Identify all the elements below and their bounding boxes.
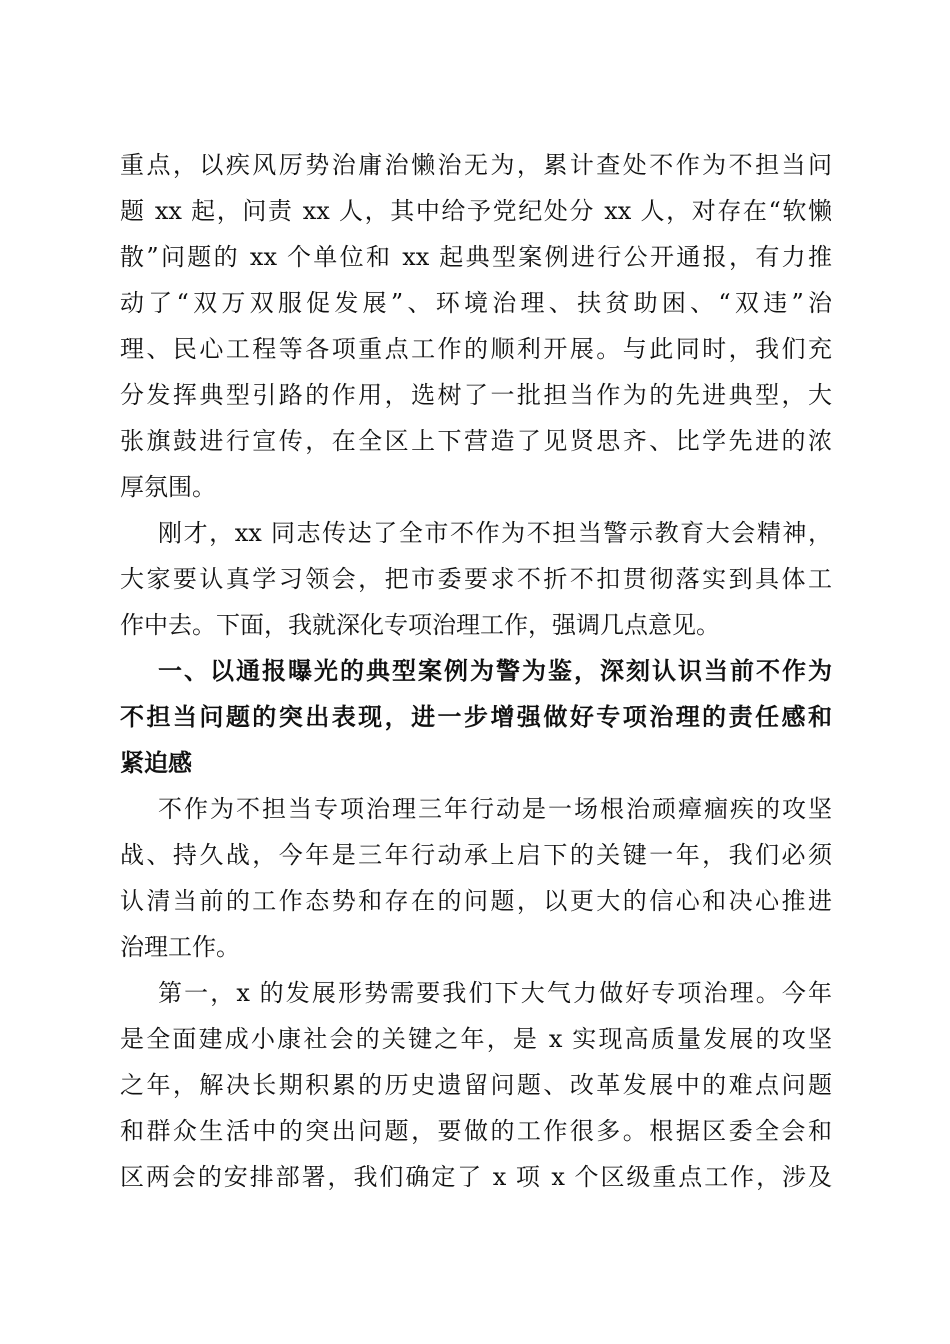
paragraph-2-line-3: 作中去。下面，我就深化专项治理工作，强调几点意见。	[120, 611, 720, 639]
paragraph-1-line-8: 厚氛围。	[120, 473, 216, 501]
paragraph-1-line-2: 题 xx 起，问责 xx 人，其中给予党纪处分 xx 人，对存在“软懒	[120, 197, 832, 225]
paragraph-2-line-2: 大家要认真学习领会，把市委要求不折不扣贯彻落实到具体工	[120, 565, 832, 593]
section-heading-line-3: 紧迫感	[120, 749, 192, 777]
paragraph-1-line-1: 重点，以疾风厉势治庸治懒治无为，累计查处不作为不担当问	[120, 151, 832, 179]
paragraph-4-line-3: 之年，解决长期积累的历史遗留问题、改革发展中的难点问题	[120, 1071, 832, 1099]
paragraph-1-line-5: 理、民心工程等各项重点工作的顺利开展。与此同时，我们充	[120, 335, 832, 363]
paragraph-1-line-7: 张旗鼓进行宣传，在全区上下营造了见贤思齐、比学先进的浓	[120, 427, 832, 455]
paragraph-1-line-3: 散”问题的 xx 个单位和 xx 起典型案例进行公开通报，有力推	[120, 243, 832, 271]
paragraph-4-line-5: 区两会的安排部署，我们确定了 x 项 x 个区级重点工作，涉及	[120, 1163, 832, 1191]
paragraph-3-line-3: 认清当前的工作态势和存在的问题，以更大的信心和决心推进	[120, 887, 832, 915]
paragraph-3-line-1: 不作为不担当专项治理三年行动是一场根治顽瘴痼疾的攻坚	[158, 795, 832, 823]
paragraph-1-line-6: 分发挥典型引路的作用，选树了一批担当作为的先进典型，大	[120, 381, 832, 409]
paragraph-3-line-2: 战、持久战，今年是三年行动承上启下的关键一年，我们必须	[120, 841, 832, 869]
section-heading-line-1: 一、以通报曝光的典型案例为警为鉴，深刻认识当前不作为	[158, 657, 832, 685]
paragraph-4-line-4: 和群众生活中的突出问题，要做的工作很多。根据区委全会和	[120, 1117, 832, 1145]
section-heading-line-2: 不担当问题的突出表现，进一步增强做好专项治理的责任感和	[120, 703, 832, 731]
paragraph-3-line-4: 治理工作。	[120, 933, 240, 961]
paragraph-4-line-1: 第一，x 的发展形势需要我们下大气力做好专项治理。今年	[158, 979, 832, 1007]
paragraph-1-line-4: 动了“双万双服促发展”、环境治理、扶贫助困、“双违”治	[120, 289, 832, 317]
paragraph-4-line-2: 是全面建成小康社会的关键之年，是 x 实现高质量发展的攻坚	[120, 1025, 832, 1053]
paragraph-2-line-1: 刚才，xx 同志传达了全市不作为不担当警示教育大会精神，	[158, 519, 832, 547]
